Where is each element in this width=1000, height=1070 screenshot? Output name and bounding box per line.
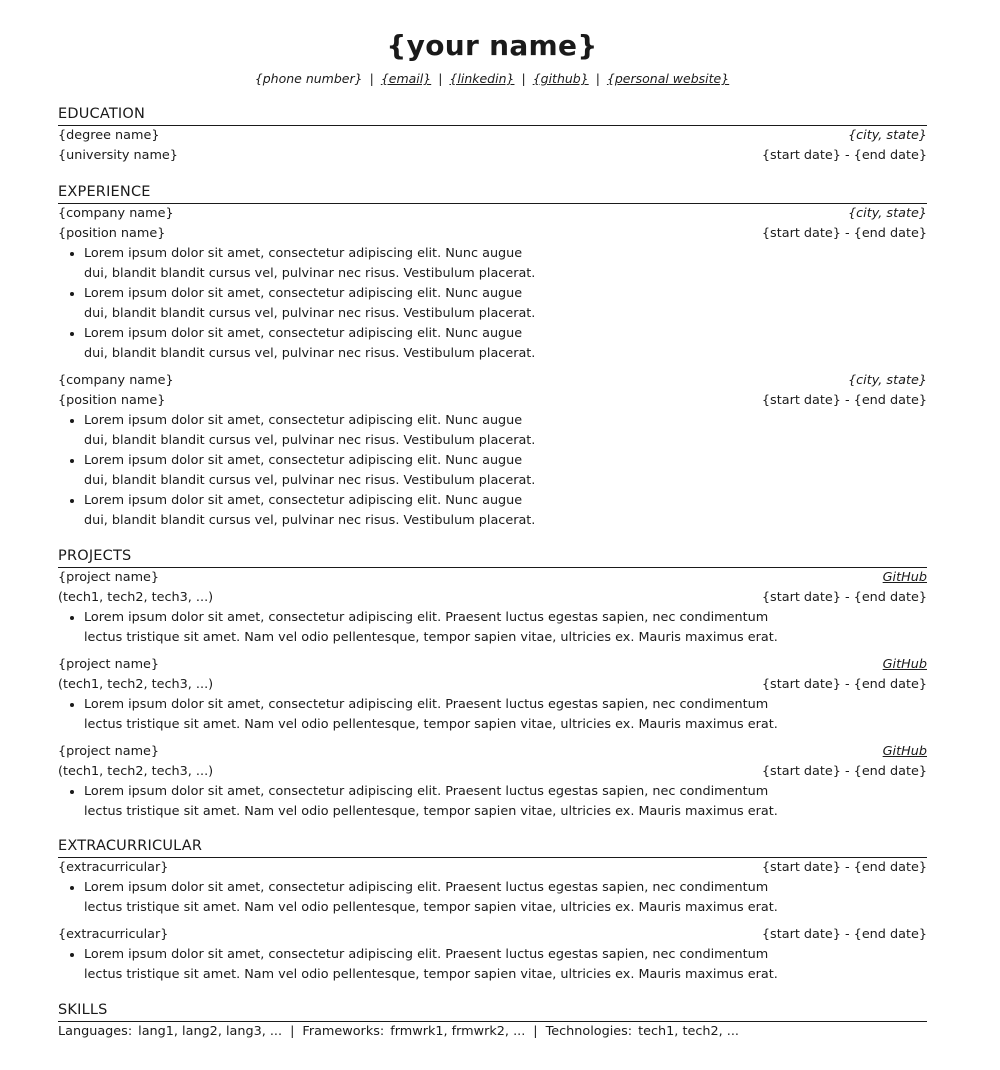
experience-section: [58, 182, 927, 531]
email-link[interactable]: {email}: [380, 71, 432, 86]
project-header-row: [58, 655, 927, 675]
project-entry: [58, 655, 927, 735]
bullet-list: [58, 608, 784, 648]
project-tech: (tech1, tech2, tech3, ...): [58, 677, 214, 692]
skills-line: [58, 1022, 927, 1042]
bullet-item: • Lorem ipsum dolor sit amet, consectetur adipiscing elit. Nunc augue dui, blandit blandit cursus vel, pulvinar nec risus. Vestibulum placerat.: [84, 411, 546, 451]
job-dates: {start date} - {end date}: [761, 393, 927, 408]
projects-section: [58, 546, 927, 822]
github-link[interactable]: GitHub: [882, 657, 927, 672]
separator: |: [533, 1024, 538, 1039]
github-link[interactable]: GitHub: [882, 744, 927, 759]
section-title-extracurricular: EXTRACURRICULAR: [58, 836, 927, 858]
linkedin-link[interactable]: {linkedin}: [449, 71, 515, 86]
degree-name: {degree name}: [58, 128, 160, 143]
bullet-item: • Lorem ipsum dolor sit amet, consectetur adipiscing elit. Nunc augue dui, blandit blandit cursus vel, pulvinar nec risus. Vestibulum placerat.: [84, 244, 546, 284]
resume-header: [0, 26, 984, 88]
project-subheader-row: [58, 675, 927, 695]
languages-label: Languages:: [58, 1024, 133, 1039]
separator: |: [369, 71, 374, 86]
project-entry: [58, 568, 927, 648]
extracurricular-section: [58, 836, 927, 985]
education-location: {city, state}: [847, 128, 927, 143]
section-title-education: EDUCATION: [58, 104, 927, 126]
bullet-list: [58, 878, 784, 918]
bullet-list: [58, 782, 784, 822]
bullet-list: [58, 945, 784, 985]
bullet-item: • Lorem ipsum dolor sit amet, consectetur adipiscing elit. Praesent luctus egestas sapien, nec condimentum lectus tristique sit amet. Nam vel odio pellentesque, tempor sapien vitae, ultricies ex. Mauris maximus erat.: [84, 782, 784, 822]
github-link[interactable]: GitHub: [882, 570, 927, 585]
bullet-item: • Lorem ipsum dolor sit amet, consectetur adipiscing elit. Nunc augue dui, blandit blandit cursus vel, pulvinar nec risus. Vestibulum placerat.: [84, 284, 546, 324]
bullet-item: • Lorem ipsum dolor sit amet, consectetur adipiscing elit. Nunc augue dui, blandit blandit cursus vel, pulvinar nec risus. Vestibulum placerat.: [84, 324, 546, 364]
job-dates: {start date} - {end date}: [761, 226, 927, 241]
experience-subheader-row: [58, 391, 927, 411]
separator: |: [595, 71, 600, 86]
extracurricular-header-row: [58, 925, 927, 945]
project-subheader-row: [58, 588, 927, 608]
extracurricular-dates: {start date} - {end date}: [761, 860, 927, 875]
position-name: {position name}: [58, 226, 166, 241]
university-name: {university name}: [58, 148, 178, 163]
company-name: {company name}: [58, 206, 174, 221]
extracurricular-name: {extracurricular}: [58, 927, 169, 942]
experience-header-row: [58, 371, 927, 391]
position-name: {position name}: [58, 393, 166, 408]
bullet-item: • Lorem ipsum dolor sit amet, consectetur adipiscing elit. Praesent luctus egestas sapien, nec condimentum lectus tristique sit amet. Nam vel odio pellentesque, tempor sapien vitae, ultricies ex. Mauris maximus erat.: [84, 945, 784, 985]
technologies-label: Technologies:: [545, 1024, 633, 1039]
skills-section: [58, 1000, 927, 1042]
project-name: {project name}: [58, 570, 160, 585]
project-tech: (tech1, tech2, tech3, ...): [58, 764, 214, 779]
project-header-row: [58, 568, 927, 588]
extracurricular-entry: [58, 925, 927, 985]
job-location: {city, state}: [847, 206, 927, 221]
bullet-item: • Lorem ipsum dolor sit amet, consectetur adipiscing elit. Nunc augue dui, blandit blandit cursus vel, pulvinar nec risus. Vestibulum placerat.: [84, 451, 546, 491]
bullet-list: [58, 411, 546, 531]
github-link[interactable]: {github}: [532, 71, 589, 86]
separator: |: [290, 1024, 295, 1039]
bullet-list: [58, 244, 546, 364]
candidate-name: {your name}: [386, 29, 598, 62]
project-name: {project name}: [58, 657, 160, 672]
bullet-item: • Lorem ipsum dolor sit amet, consectetur adipiscing elit. Praesent luctus egestas sapien, nec condimentum lectus tristique sit amet. Nam vel odio pellentesque, tempor sapien vitae, ultricies ex. Mauris maximus erat.: [84, 878, 784, 918]
separator: |: [521, 71, 526, 86]
bullet-item: • Lorem ipsum dolor sit amet, consectetur adipiscing elit. Praesent luctus egestas sapien, nec condimentum lectus tristique sit amet. Nam vel odio pellentesque, tempor sapien vitae, ultricies ex. Mauris maximus erat.: [84, 608, 784, 648]
extracurricular-name: {extracurricular}: [58, 860, 169, 875]
section-title-experience: EXPERIENCE: [58, 182, 927, 204]
extracurricular-dates: {start date} - {end date}: [761, 927, 927, 942]
company-name: {company name}: [58, 373, 174, 388]
project-tech: (tech1, tech2, tech3, ...): [58, 590, 214, 605]
project-dates: {start date} - {end date}: [761, 677, 927, 692]
phone-number: {phone number}: [254, 71, 363, 86]
frameworks-value: frmwrk1, frmwrk2, ...: [390, 1024, 526, 1039]
job-location: {city, state}: [847, 373, 927, 388]
education-section: [58, 104, 927, 166]
contact-line: [0, 70, 984, 88]
project-header-row: [58, 742, 927, 762]
separator: |: [438, 71, 443, 86]
project-name: {project name}: [58, 744, 160, 759]
personal-website-link[interactable]: {personal website}: [606, 71, 730, 86]
project-dates: {start date} - {end date}: [761, 764, 927, 779]
bullet-item: • Lorem ipsum dolor sit amet, consectetur adipiscing elit. Nunc augue dui, blandit blandit cursus vel, pulvinar nec risus. Vestibulum placerat.: [84, 491, 546, 531]
experience-header-row: [58, 204, 927, 224]
project-subheader-row: [58, 762, 927, 782]
experience-entry: [58, 204, 927, 364]
languages-value: lang1, lang2, lang3, ...: [138, 1024, 283, 1039]
extracurricular-entry: [58, 858, 927, 918]
section-title-projects: PROJECTS: [58, 546, 927, 568]
education-row-1: [58, 126, 927, 146]
extracurricular-header-row: [58, 858, 927, 878]
experience-entry: [58, 371, 927, 531]
project-entry: [58, 742, 927, 822]
bullet-item: • Lorem ipsum dolor sit amet, consectetur adipiscing elit. Praesent luctus egestas sapien, nec condimentum lectus tristique sit amet. Nam vel odio pellentesque, tempor sapien vitae, ultricies ex. Mauris maximus erat.: [84, 695, 784, 735]
technologies-value: tech1, tech2, ...: [638, 1024, 739, 1039]
experience-subheader-row: [58, 224, 927, 244]
education-row-2: [58, 146, 927, 166]
project-dates: {start date} - {end date}: [761, 590, 927, 605]
frameworks-label: Frameworks:: [302, 1024, 385, 1039]
education-dates: {start date} - {end date}: [761, 148, 927, 163]
bullet-list: [58, 695, 784, 735]
section-title-skills: SKILLS: [58, 1000, 927, 1022]
